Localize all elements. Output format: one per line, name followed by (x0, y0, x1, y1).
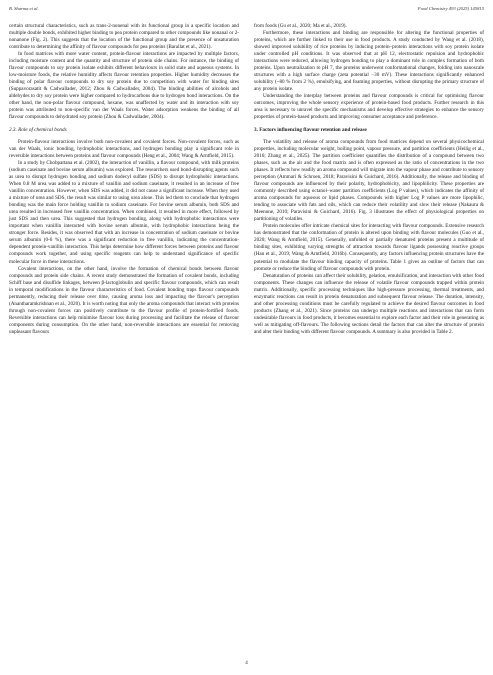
paragraph: Protein molecules offer intricate chemical sites for interacting with flavour compounds. Extensive research has demonstrated that the conformation of protein is altered upon binding with flavour molecules (Guo et al., 2020; Wang & Arntfield, 2015). Generally, unfolded or partially denatured proteins present a multitude of binding sites, exhibiting varying strengths of attraction towards flavour ligands possessing reactive groups (Han et al., 2019; Wang & Arntfield, 2016b). Consequently, any factors influencing protein structures have the potential to modulate the flavour binding capacity of proteins. Table 1 gives an outline of factors that can promote or reduce the binding of flavour compounds with protein. (254, 223, 484, 272)
section-heading: 2.3. Role of chemical bonds (9, 127, 67, 134)
paragraph: The volatility and release of aroma compounds from food matrices depend on several physicochemical properties, including molecular weight, boiling point, vapour pressure, and partition coefficients (Heilig et al., 2016; Zhang et al., 2025). The partition coefficient quantifies the distribution of a compound between two phases, such as the air and the food matrix and is often expressed as the ratio of concentrations in the two phases. It reflects how readily an aroma compound will migrate into the vapour phase and contribute to sensory perception (Ammari & Schroen, 2018; Paravisini & Guichard, 2016). Additionally, the release and binding of flavour compounds are influenced by their polarity, hydrophobicity, and lipophilicity. These properties are commonly described using octanol–water partition coefficients (Log P values), which indicates the affinity of aroma compounds for aqueous or lipid phases. Compounds with higher Log P values are more lipophilic, tending to associate with fats and oils, which can reduce their volatility and slow their release (Nakaura & Meenune, 2010; Paravisini & Guichard, 2016). Fig. 3 illustrates the effect of physiological properties on partitioning of volatiles. (254, 139, 484, 223)
paragraph: Understanding the interplay between proteins and flavour compounds is critical for optimising flavour outcomes, improving the whole sensory experience of protein-based food products. Further research in this area is necessary to unravel the specific mechanisms and develop effective strategies to enhance the sensory properties of protein-based products and improving consumer acceptance and preference. (254, 93, 484, 121)
paragraph: Denaturation of proteins can affect their solubility, gelation, emulsification, and interaction with other food components. These changes can influence the release of volatile flavour compounds trapped within protein matrix. Additionally, specific processing techniques like high-pressure processing, thermal treatments, and enzymatic reactions can result in protein denaturation and subsequent flavour release. The duration, intensity, and other processing conditions must be carefully regulated to achieve the desired flavour outcomes in food products (Zhang et al., 2021). Since proteins can undergo multiple reactions and interactions that can form undesirable flavours in food products, it becomes essential to explore each factor and their role in generating as well as mitigating off-flavours. The following sections detail the factors that can alter the structure of protein and alter their binding with different flavour compounds. A summary is also provided in Table 2. (254, 272, 484, 335)
paragraph: Furthermore, these interactions and binding are responsible for altering the functional properties of proteins, which are further linked to their use in food products. A study conducted by Wang et al. (2018), showed improved solubility of rice proteins by inducing protein–protein interactions with soy protein isolate under controlled pH conditions. It was observed that at pH 12, electrostatic repulsion and hydrophobic interactions were reduced, allowing hydrogen bonding to play a dominant role in complex formation of both proteins. Upon neutralization to pH 7, the proteins underwent conformational changes, folding into nanoscale structures with a high surface charge (zeta potential −30 mV). These interactions significantly enhanced solubility (~80 % from 2 %), emulsifying, and foaming properties, without disrupting the primary structure of any protein isolate. (254, 30, 484, 93)
paragraph: Protein-flavour interactions involve both non-covalent and covalent forces. Non-covalent forces, such as van der Waals, ionic bonding, hydrophobic interactions, and hydrogen bonding play a significant role in reversible interactions between proteins and flavour compounds (Heng et al., 2004; Wang & Arntfield, 2015). (9, 139, 239, 160)
header-journal: Food Chemistry 493 (2025) 145815 (417, 6, 484, 11)
paragraph: from foods (Gu et al., 2020; Ma et al., 2019). (254, 23, 347, 29)
paragraph: Covalent interactions, on the other hand, involve the formation of chemical bonds between flavour compounds and protein side chains. A recent study demonstrated the formation of covalent bonds, including Schiff base and disulfide linkages, between β-lactoglobulin and specific flavour compounds, which can result in temporal modifications in the flavour characteristics of food. Covalent bonding traps flavour compounds permanently, reducing their release over time, causing aroma loss and impacting the flavour's perception (Anantharamkrishnan et al., 2020). It is worth noting that only the aroma compounds that interact with proteins through non-covalent forces can positively contribute to the flavour profile of protein-fortified foods. Reversible interactions can help minimise flavour loss during processing and facilitate the release of flavour components during consumption. On the other hand, non-reversible interactions are essential for removing unpleasant flavours (9, 265, 239, 335)
paragraph: In food matrices with more water content, protein-flavour interactions are impacted by multiple factors, including moisture content and the quantity and structure of protein side chains. For instance, the binding of flavour compounds to soy protein isolate exhibits different behaviours in solid state and aqueous systems. In low-moisture foods, the relative humidity affects flavour retention properties. Higher humidity decreases the binding of polar flavour compounds to dry soy protein due to competition with water for binding sites (Suppavorasatit & Cadwallader, 2012; Zhou & Cadwallader, 2004). The binding abilities of alcohols and aldehydes to dry soy protein were higher compared to hydrocarbons due to hydrogen bond interactions. On the other hand, the non-polar flavour compound, hexane, was unaffected by water and its interaction with soy protein was attributed to non-specific van der Waals forces. Water adsorption weakens the binding of all flavour compounds to dehydrated soy protein (Zhou & Cadwallader, 2004). (9, 51, 239, 121)
header-authors: B. Sharma et al. (9, 6, 39, 11)
section-heading: 3. Factors influencing flavour retention and release (254, 127, 367, 134)
paragraph: In a study by Chobpattana et al. (2002), the interaction of vanillin, a flavour compound, with milk proteins (sodium caseinate and bovine serum albumin) was explored. The researchers used bond-disrupting agents such as urea to disrupt hydrogen bonding and sodium dodecyl sulfate (SDS) to disrupt hydrophobic interactions. When 0.8 M urea was added to a mixture of vanillin and sodium caseinate, it resulted in an increase of free vanillin concentration. However, when SDS was added, it did not cause a significant increase. When they used a mixture of urea and SDS, the result was similar to using urea alone. This led them to conclude that hydrogen bonding was the main force holding vanillin to sodium caseinate. For bovine serum albumin, both SDS and urea resulted in increased free vanillin concentration. When combined, it resulted in more effect, followed by just SDS and then urea. This suggested that hydrogen bonding, along with hydrophobic interactions were important when vanillin interacted with bovine serum albumin, with hydrophobic interactions being the stronger force. Besides, it was observed that with an increase in concentration of sodium caseinate or bovine serum albumin (0-6 %), there was a significant reduction in free vanillin, indicating the concentration-dependent protein-vanillin interaction. This helps determine how different forces between proteins and flavour compounds work together, and using specific reagents can help to understand significance of specific molecular force in these interactions. (9, 160, 239, 265)
page-number: 4 (245, 661, 248, 666)
right-column (254, 23, 484, 336)
left-column (9, 23, 239, 336)
running-header (9, 6, 484, 16)
paragraph: certain structural characteristics, such as trans-2-nonenal with its functional group in a specific location and multiple double bonds, exhibited higher binding to pea protein compared to other compounds like nonanal or 2-nonanone (Fig. 2). This suggests that the location of the functional group and the presence of unsaturation contribute to determining the affinity of flavour compounds for pea proteins (Barallat et al., 2021). (9, 23, 239, 51)
